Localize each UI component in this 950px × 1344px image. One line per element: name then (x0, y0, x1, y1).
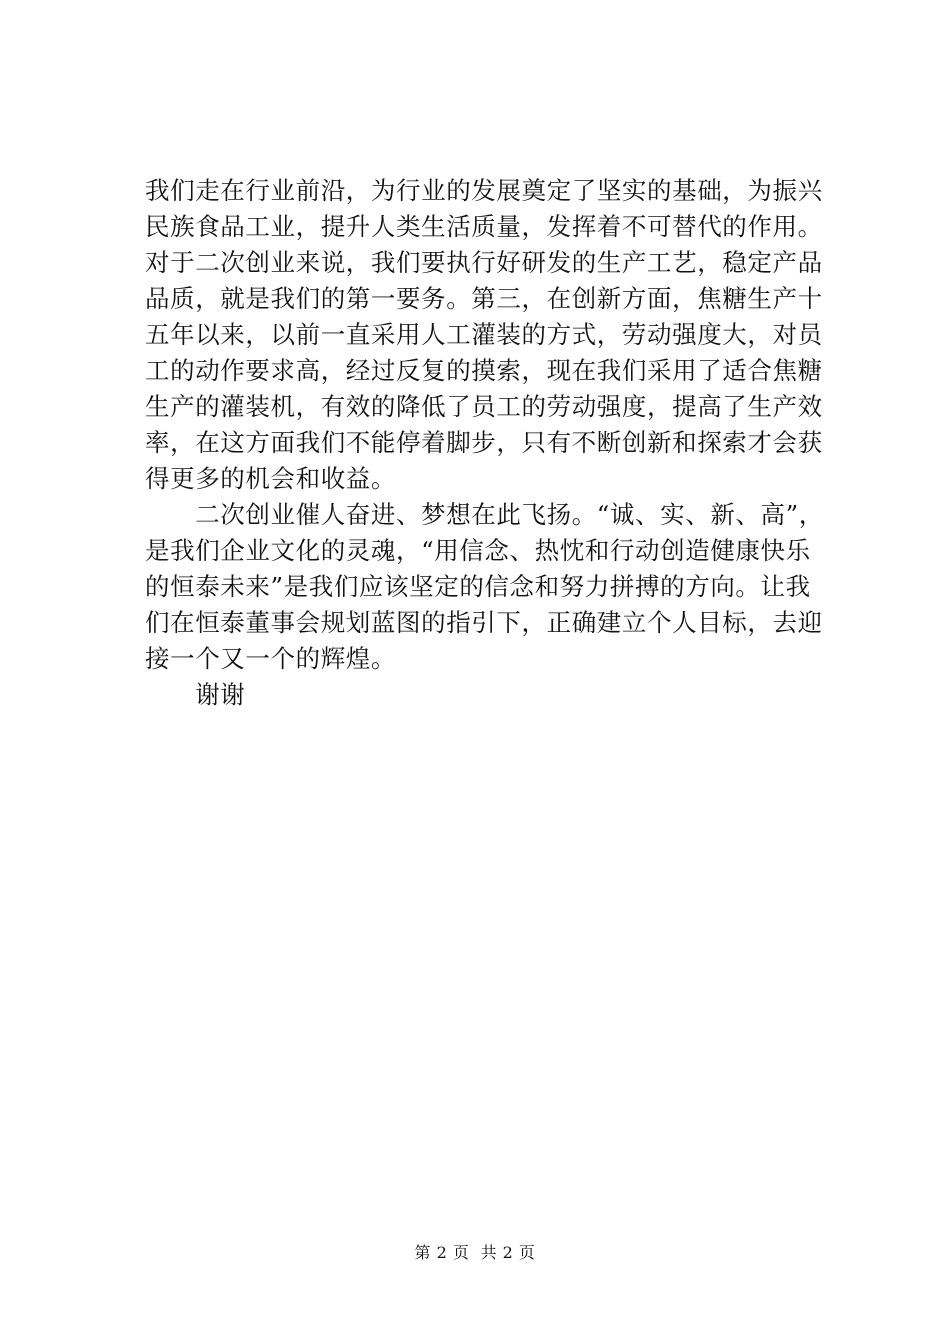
text-line: 工的动作要求高，经过反复的摸索，现在我们采用了适合焦糖 (145, 356, 823, 385)
page-number: 第 2 页 共 2 页 (414, 1243, 536, 1262)
text-line: 二次创业催人奋进、梦想在此飞扬。“诚、实、新、高”， (145, 500, 824, 529)
text-line: 五年以来，以前一直采用人工灌装的方式，劳动强度大，对员 (145, 320, 823, 349)
text-line: 接一个又一个的辉煌。 (145, 644, 396, 673)
text-line: 的恒泰未来”是我们应该坚定的信念和努力拼搏的方向。让我 (145, 572, 811, 601)
text-line: 我们走在行业前沿，为行业的发展奠定了坚实的基础，为振兴 (145, 176, 823, 205)
body-text (145, 173, 845, 713)
page-footer (0, 1242, 950, 1264)
text-line: 得更多的机会和收益。 (145, 464, 396, 493)
text-line: 对于二次创业来说，我们要执行好研发的生产工艺，稳定产品 (145, 248, 823, 277)
text-line: 民族食品工业，提升人类生活质量，发挥着不可替代的作用。 (145, 212, 823, 241)
text-line: 品质，就是我们的第一要务。第三，在创新方面，焦糖生产十 (145, 284, 823, 313)
text-line: 是我们企业文化的灵魂，“用信念、热忱和行动创造健康快乐 (145, 536, 811, 565)
text-line: 谢谢 (145, 680, 246, 709)
text-line: 生产的灌装机，有效的降低了员工的劳动强度，提高了生产效 (145, 392, 823, 421)
text-line: 们在恒泰董事会规划蓝图的指引下，正确建立个人目标，去迎 (145, 608, 823, 637)
text-line: 率，在这方面我们不能停着脚步，只有不断创新和探索才会获 (145, 428, 823, 457)
